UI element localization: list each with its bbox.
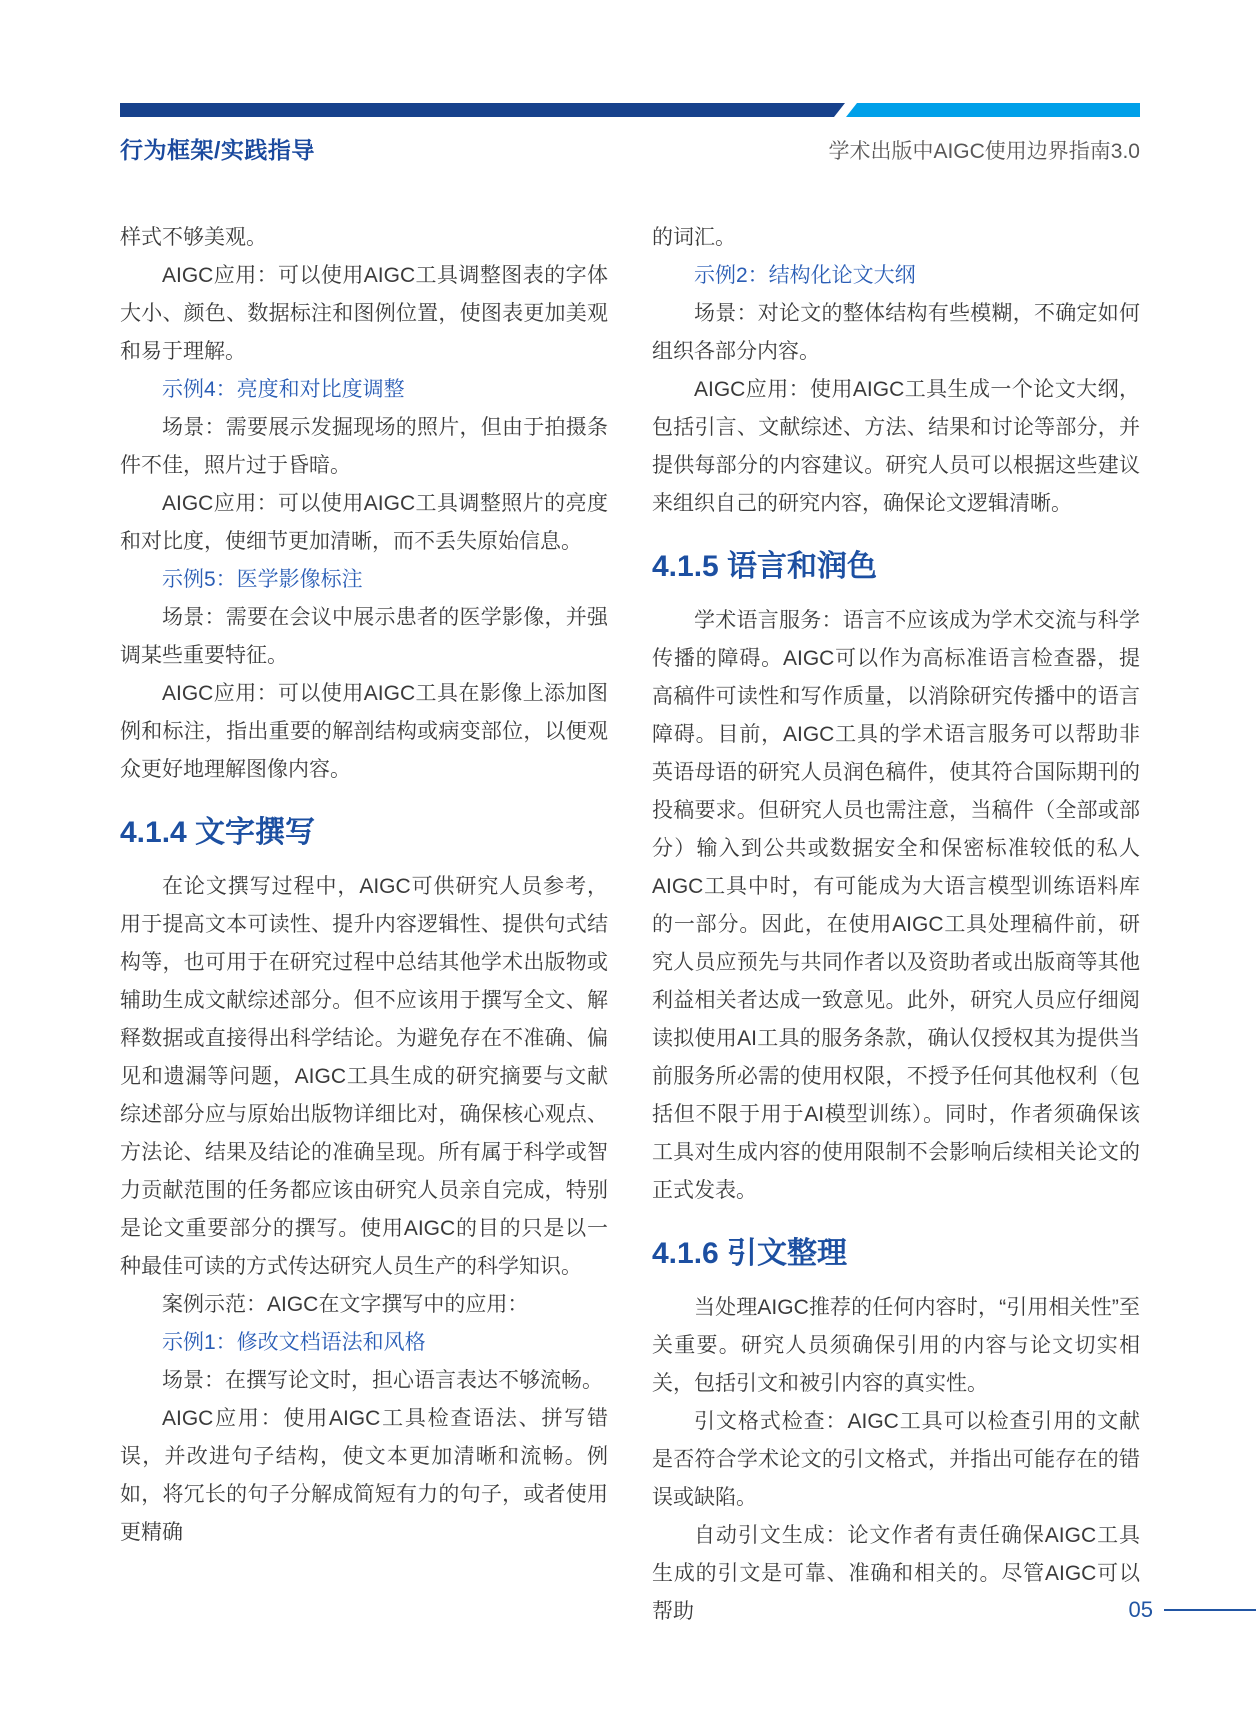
paragraph: 样式不够美观。 <box>120 226 267 249</box>
paragraph: AIGC应用：使用AIGC工具检查语法、拼写错误，并改进句子结构，使文本更加清晰和流畅。例如，将冗长的句子分解成简短有力的句子，或者使用更精确 <box>120 1407 608 1544</box>
paragraph: 的词汇。 <box>652 226 736 249</box>
footer-rule <box>1164 1609 1256 1611</box>
example-label: 示例2：结构化论文大纲 <box>694 264 916 287</box>
page-number: 05 <box>1128 1597 1153 1622</box>
paragraph: 当处理AIGC推荐的任何内容时，“引用相关性”至关重要。研究人员须确保引用的内容与论文切实相关，包括引文和被引内容的真实性。 <box>652 1296 1140 1395</box>
paragraph: 场景：在撰写论文时，担心语言表达不够流畅。 <box>162 1369 603 1392</box>
page-footer <box>1129 1597 1258 1623</box>
paragraph: 学术语言服务：语言不应该成为学术交流与科学传播的障碍。AIGC可以作为高标准语言检查器，提高稿件可读性和写作质量，以消除研究传播中的语言障碍。目前，AIGC工具的学术语言服务可以帮助非英语母语的研究人员润色稿件，使其符合国际期刊的投稿要求。但研究人员也需注意，当稿件（全部或部分）输入到公共或数据安全和保密标准较低的私人AIGC工具中时，有可能成为大语言模型训练语料库的一部分。因此，在使用AIGC工具处理稿件前，研究人员应预先与共同作者以及资助者或出版商等其他利益相关者达成一致意见。此外，研究人员应仔细阅读拟使用AI工具的服务条款，确认仅授权其为提供当前服务所必需的使用权限，不授予任何其他权利（包括但不限于用于AI模型训练）。同时，作者须确保该工具对生成内容的使用限制不会影响后续相关论文的正式发表。 <box>652 609 1140 1202</box>
chapter-label: 行为框架/实践指导 <box>120 137 315 163</box>
paragraph: 场景：需要展示发掘现场的照片，但由于拍摄条件不佳，照片过于昏暗。 <box>120 416 608 477</box>
paragraph: AIGC应用：可以使用AIGC工具在影像上添加图例和标注，指出重要的解剖结构或病变部位，以便观众更好地理解图像内容。 <box>120 682 608 781</box>
paragraph: 场景：需要在会议中展示患者的医学影像，并强调某些重要特征。 <box>120 606 608 667</box>
page-body <box>120 219 1140 1631</box>
paragraph: AIGC应用：可以使用AIGC工具调整照片的亮度和对比度，使细节更加清晰，而不丢失原始信息。 <box>120 492 608 553</box>
example-label: 示例1：修改文档语法和风格 <box>162 1331 426 1354</box>
paragraph: AIGC应用：使用AIGC工具生成一个论文大纲，包括引言、文献综述、方法、结果和讨论等部分，并提供每部分的内容建议。研究人员可以根据这些建议来组织自己的研究内容，确保论文逻辑清晰。 <box>652 378 1140 515</box>
left-column <box>120 219 608 1631</box>
paragraph: AIGC应用：可以使用AIGC工具调整图表的字体大小、颜色、数据标注和图例位置，使图表更加美观和易于理解。 <box>120 264 608 363</box>
section-heading-4-1-4: 4.1.4 文字撰写 <box>120 816 316 849</box>
paragraph: 场景：对论文的整体结构有些模糊，不确定如何组织各部分内容。 <box>652 302 1140 363</box>
example-label: 示例5：医学影像标注 <box>162 568 363 591</box>
paragraph: 引文格式检查：AIGC工具可以检查引用的文献是否符合学术论文的引文格式，并指出可能存在的错误或缺陷。 <box>652 1410 1140 1509</box>
paragraph: 在论文撰写过程中，AIGC可供研究人员参考，用于提高文本可读性、提升内容逻辑性、提供句式结构等，也可用于在研究过程中总结其他学术出版物或辅助生成文献综述部分。但不应该用于撰写全文、解释数据或直接得出科学结论。为避免存在不准确、偏见和遗漏等问题，AIGC工具生成的研究摘要与文献综述部分应与原始出版物详细比对，确保核心观点、方法论、结果及结论的准确呈现。所有属于科学或智力贡献范围的任务都应该由研究人员亲自完成，特别是论文重要部分的撰写。使用AIGC的目的只是以一种最佳可读的方式传达研究人员生产的科学知识。 <box>120 875 608 1278</box>
example-label: 示例4：亮度和对比度调整 <box>162 378 405 401</box>
header-bar-dark <box>120 103 845 117</box>
paragraph: 案例示范：AIGC在文字撰写中的应用： <box>162 1293 529 1316</box>
page-header <box>120 132 1140 165</box>
paragraph: 自动引文生成：论文作者有责任确保AIGC工具生成的引文是可靠、准确和相关的。尽管AIGC可以帮助 <box>652 1524 1140 1623</box>
right-column <box>652 219 1140 1631</box>
header-bar-light <box>846 103 1140 117</box>
document-title: 学术出版中AIGC使用边界指南3.0 <box>828 140 1140 163</box>
section-heading-4-1-6: 4.1.6 引文整理 <box>652 1237 848 1270</box>
section-heading-4-1-5: 4.1.5 语言和润色 <box>652 550 878 583</box>
